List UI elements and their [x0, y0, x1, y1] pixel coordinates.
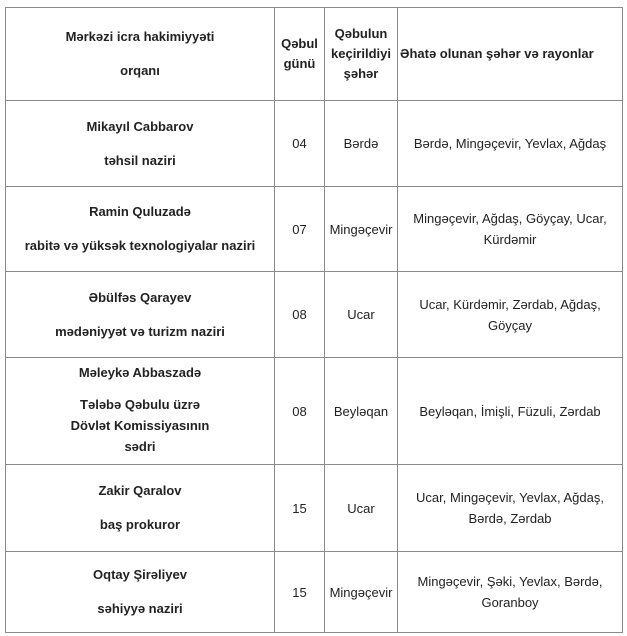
- table-row: [6, 272, 623, 358]
- header-row: [6, 8, 623, 101]
- header-day: [275, 8, 325, 101]
- official-cell: [6, 465, 275, 552]
- official-name: Ramin Quluzadə: [89, 204, 191, 219]
- official-cell: [6, 101, 275, 187]
- official-position: səhiyyə naziri: [97, 601, 183, 616]
- header-organ: [6, 8, 275, 101]
- table-row: [6, 465, 623, 552]
- official-position: mədəniyyət və turizm naziri: [55, 323, 225, 339]
- covered-cities: Ucar, Mingəçevir, Yevlax, Ağdaş, Bərdə, Zərdab: [398, 465, 623, 552]
- official-position: rabitə və yüksək texnologiyalar naziri: [24, 238, 256, 253]
- official-name: Zakir Qaralov: [98, 483, 182, 498]
- header-place-line2: keçirildiyi: [331, 46, 391, 61]
- header-day-line1: Qəbul: [281, 36, 318, 51]
- reception-day: 15: [275, 465, 325, 552]
- reception-place: Beyləqan: [325, 358, 398, 465]
- covered-cities: Bərdə, Mingəçevir, Yevlax, Ağdaş: [398, 101, 623, 187]
- header-cities-label: Əhatə olunan şəhər və rayonlar: [400, 46, 594, 61]
- reception-place: Mingəçevir: [325, 552, 398, 633]
- reception-day: 04: [275, 101, 325, 187]
- reception-place: Bərdə: [325, 101, 398, 187]
- header-cities: [398, 8, 623, 101]
- header-place-line3: şəhər: [343, 66, 379, 81]
- official-cell: [6, 187, 275, 272]
- header-organ-line2: orqanı: [120, 63, 160, 78]
- header-organ-line1: Mərkəzi icra hakimiyyəti: [65, 29, 215, 44]
- official-name: Əbülfəs Qarayev: [88, 289, 192, 305]
- reception-day: 15: [275, 552, 325, 633]
- covered-cities: Mingəçevir, Şəki, Yevlax, Bərdə, Goranboy: [398, 552, 623, 633]
- official-position: baş prokuror: [99, 517, 181, 532]
- header-place: [325, 8, 398, 101]
- official-position: təhsil naziri: [104, 152, 176, 168]
- covered-cities: Ucar, Kürdəmir, Zərdab, Ağdaş, Göyçay: [398, 272, 623, 358]
- official-position: Tələbə Qəbulu üzrə Dövlət Komissiyasının sədri: [70, 397, 210, 454]
- official-name: Oqtay Şirəliyev: [93, 567, 187, 582]
- reception-schedule-table: [5, 7, 623, 633]
- official-cell: [6, 358, 275, 465]
- reception-day: 07: [275, 187, 325, 272]
- official-name: Mikayıl Cabbarov: [86, 118, 194, 134]
- table-row: [6, 358, 623, 465]
- covered-cities: Beyləqan, İmişli, Füzuli, Zərdab: [398, 358, 623, 465]
- reception-day: 08: [275, 358, 325, 465]
- reception-place: Ucar: [325, 465, 398, 552]
- header-day-line2: günü: [283, 56, 316, 71]
- reception-place: Ucar: [325, 272, 398, 358]
- table-row: [6, 101, 623, 187]
- table-row: [6, 187, 623, 272]
- reception-place: Mingəçevir: [325, 187, 398, 272]
- official-cell: [6, 272, 275, 358]
- official-name: Məleykə Abbaszadə: [78, 365, 202, 380]
- table-row: [6, 552, 623, 633]
- covered-cities: Mingəçevir, Ağdaş, Göyçay, Ucar, Kürdəmir: [398, 187, 623, 272]
- reception-day: 08: [275, 272, 325, 358]
- official-cell: [6, 552, 275, 633]
- header-place-line1: Qəbulun: [334, 26, 388, 41]
